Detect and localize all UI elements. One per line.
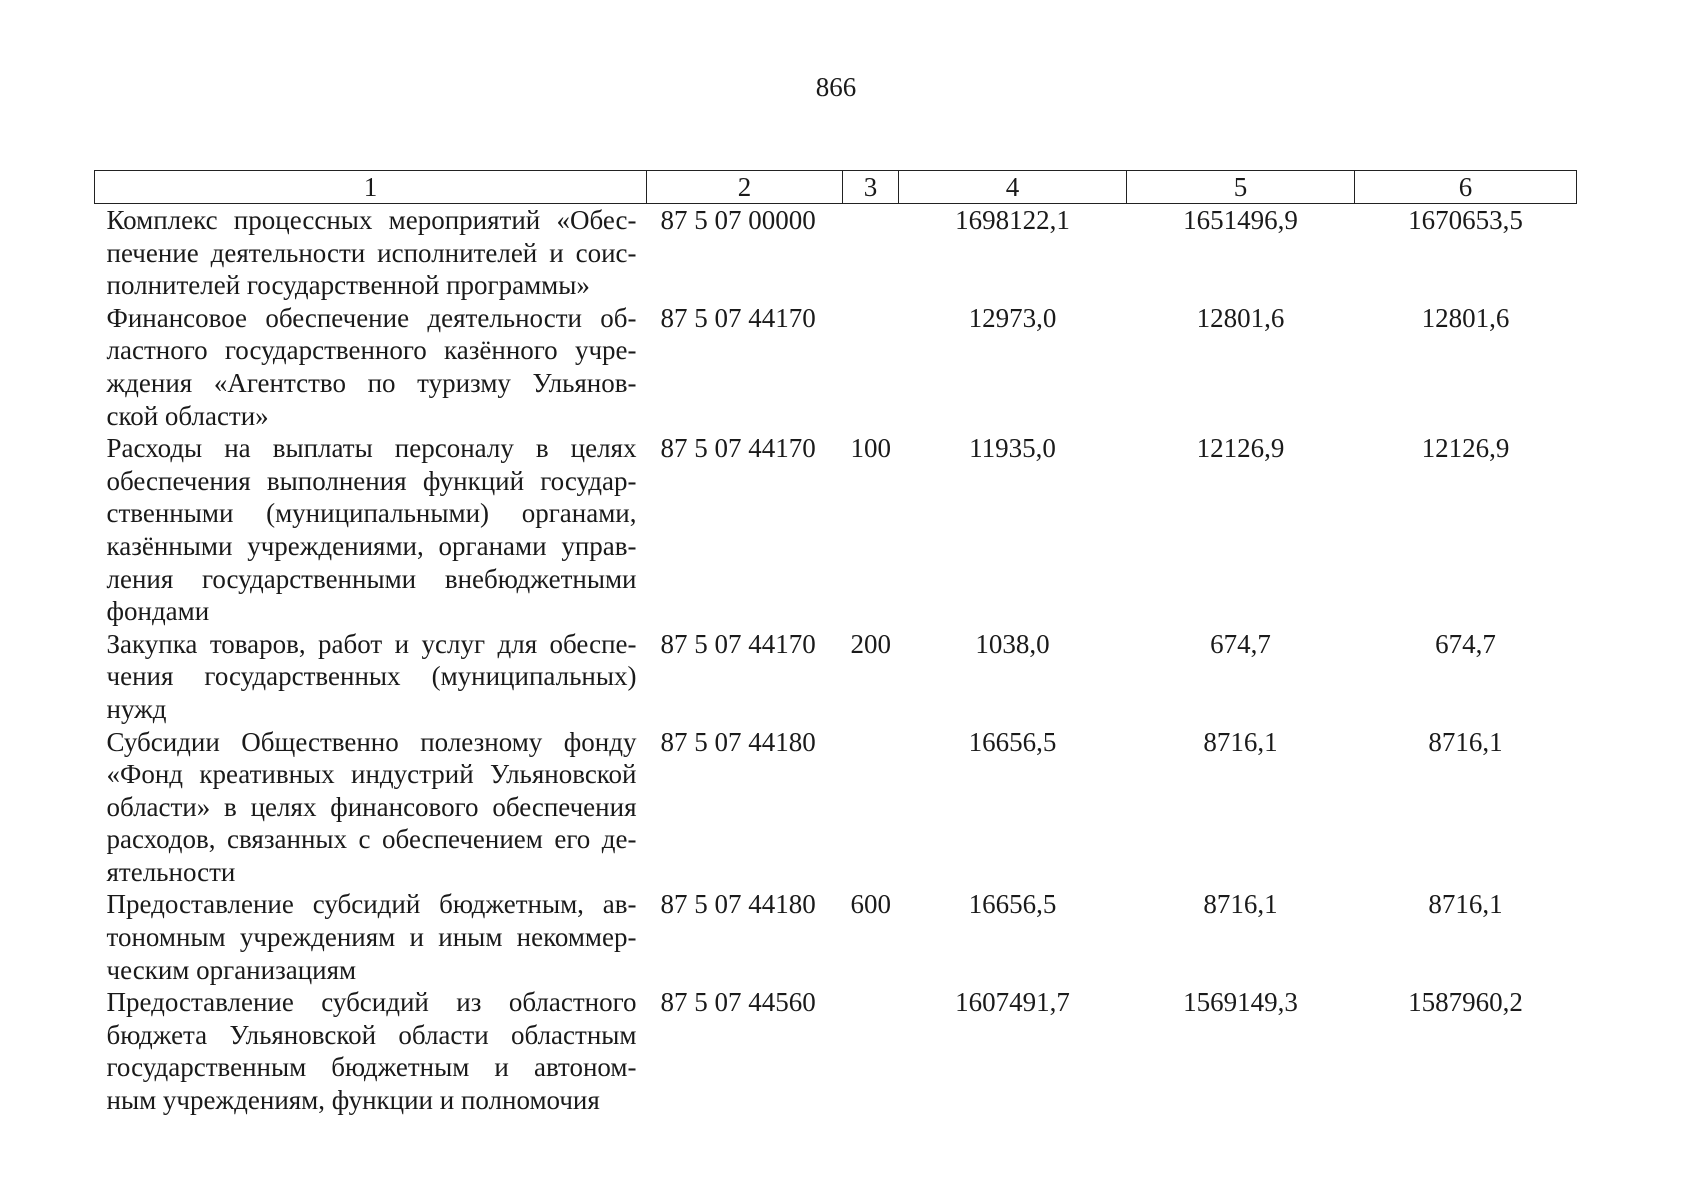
row-name-line: Предоставление субсидий из областного — [106, 987, 637, 1018]
row-name-cell — [95, 726, 647, 889]
row-name-line: Закупка товаров, работ и услуг для обеспе- — [106, 628, 637, 659]
table-header — [95, 171, 1577, 204]
table-body — [95, 204, 1577, 1117]
row-amount-1-cell: 1607491,7 — [955, 987, 1070, 1018]
column-header-1: 1 — [95, 171, 647, 204]
row-name-line: бюджета Ульяновской области областным — [106, 1019, 637, 1050]
row-name-cell — [95, 302, 647, 432]
row-amount-3-cell: 1670653,5 — [1408, 205, 1523, 235]
row-amount-1-cell: 1038,0 — [975, 628, 1050, 659]
row-name-line: Комплекс процессных мероприятий «Обес- — [106, 205, 637, 235]
row-amount-1-cell: 16656,5 — [968, 726, 1057, 757]
column-header-2: 2 — [647, 171, 843, 204]
row-code-cell: 87 5 07 44180 — [660, 726, 816, 757]
row-amount-3-cell: 8716,1 — [1428, 726, 1503, 757]
row-name-line: печение деятельности исполнителей и соис- — [106, 237, 637, 268]
column-header-3: 3 — [843, 171, 899, 204]
column-header-5: 5 — [1127, 171, 1355, 204]
row-name-line: «Фонд креативных индустрий Ульяновской — [106, 759, 637, 790]
row-name-line: ческим организациям — [106, 954, 357, 985]
table-row — [95, 986, 1577, 1116]
row-code-cell: 87 5 07 44170 — [660, 433, 816, 464]
row-name-line: области» в целях финансового обеспечения — [106, 791, 637, 822]
row-name-line: казёнными учреждениями, органами управ- — [106, 530, 637, 561]
row-amount-1-cell: 16656,5 — [968, 889, 1057, 920]
row-name-line: ской области» — [106, 400, 269, 431]
row-expense-type-cell: 200 — [850, 628, 891, 659]
row-amount-3-cell: 12801,6 — [1421, 302, 1510, 333]
table-row — [95, 432, 1577, 628]
row-code-cell: 87 5 07 44170 — [660, 302, 816, 333]
row-name-cell — [95, 628, 647, 726]
row-amount-2-cell: 1651496,9 — [1183, 205, 1298, 235]
row-name-line: ственными (муниципальными) органами, — [106, 498, 637, 529]
row-amount-2-cell: 8716,1 — [1203, 726, 1278, 757]
row-name-line: чения государственных (муниципальных) — [106, 661, 637, 692]
budget-table — [94, 170, 1577, 1117]
row-name-line: Субсидии Общественно полезному фонду — [106, 726, 637, 757]
row-name-line: ным учреждениям, функции и полномочия — [106, 1085, 600, 1116]
table-row — [95, 888, 1577, 986]
row-code-cell: 87 5 07 44170 — [660, 628, 816, 659]
row-amount-3-cell: 1587960,2 — [1408, 987, 1523, 1018]
row-name-cell — [95, 986, 647, 1116]
row-amount-3-cell: 12126,9 — [1421, 433, 1510, 464]
row-name-line: ления государственными внебюджетными — [106, 563, 637, 594]
row-amount-1-cell: 1698122,1 — [955, 205, 1070, 235]
row-name-line: обеспечения выполнения функций государ- — [106, 465, 637, 496]
column-header-4: 4 — [899, 171, 1127, 204]
row-expense-type-cell: 600 — [850, 889, 891, 920]
row-amount-2-cell: 1569149,3 — [1183, 987, 1298, 1018]
page-number — [0, 72, 1698, 103]
row-amount-3-cell: 674,7 — [1435, 628, 1496, 659]
row-code-cell: 87 5 07 44560 — [660, 987, 816, 1018]
row-expense-type-cell — [843, 726, 899, 889]
row-expense-type-cell — [843, 302, 899, 432]
row-amount-2-cell: 12126,9 — [1196, 433, 1285, 464]
row-amount-1-cell: 12973,0 — [968, 302, 1057, 333]
row-name-line: полнителей государственной программы» — [106, 270, 590, 301]
row-amount-2-cell: 12801,6 — [1196, 302, 1285, 333]
row-code-cell: 87 5 07 00000 — [660, 205, 816, 235]
row-name-line: ждения «Агентство по туризму Ульянов- — [106, 367, 637, 398]
column-header-6: 6 — [1355, 171, 1577, 204]
row-name-cell — [95, 432, 647, 628]
row-amount-2-cell: 8716,1 — [1203, 889, 1278, 920]
table-row — [95, 628, 1577, 726]
row-amount-2-cell: 674,7 — [1210, 628, 1271, 659]
row-name-line: тономным учреждениям и иным некоммер- — [106, 922, 637, 953]
row-name-line: государственным бюджетным и автоном- — [106, 1052, 637, 1083]
row-code-cell: 87 5 07 44180 — [660, 889, 816, 920]
row-name-cell — [95, 204, 647, 302]
header-row — [95, 171, 1577, 204]
row-name-line: Финансовое обеспечение деятельности об- — [106, 302, 637, 333]
row-name-line: ятельности — [106, 856, 236, 887]
page-number-text: 866 — [815, 72, 857, 102]
row-name-line: расходов, связанных с обеспечением его де- — [106, 824, 637, 855]
row-name-line: ластного государственного казённого учре- — [106, 335, 637, 366]
row-amount-1-cell: 11935,0 — [969, 433, 1056, 464]
row-name-line: Предоставление субсидий бюджетным, ав- — [106, 889, 637, 920]
row-name-line: Расходы на выплаты персоналу в целях — [106, 433, 637, 464]
table-row — [95, 726, 1577, 889]
table-row — [95, 302, 1577, 432]
row-expense-type-cell: 100 — [850, 433, 891, 464]
row-name-line: нужд — [106, 693, 167, 724]
row-expense-type-cell — [843, 986, 899, 1116]
table-row — [95, 204, 1577, 302]
row-expense-type-cell — [843, 204, 899, 302]
row-name-line: фондами — [106, 596, 210, 627]
row-amount-3-cell: 8716,1 — [1428, 889, 1503, 920]
row-name-cell — [95, 888, 647, 986]
